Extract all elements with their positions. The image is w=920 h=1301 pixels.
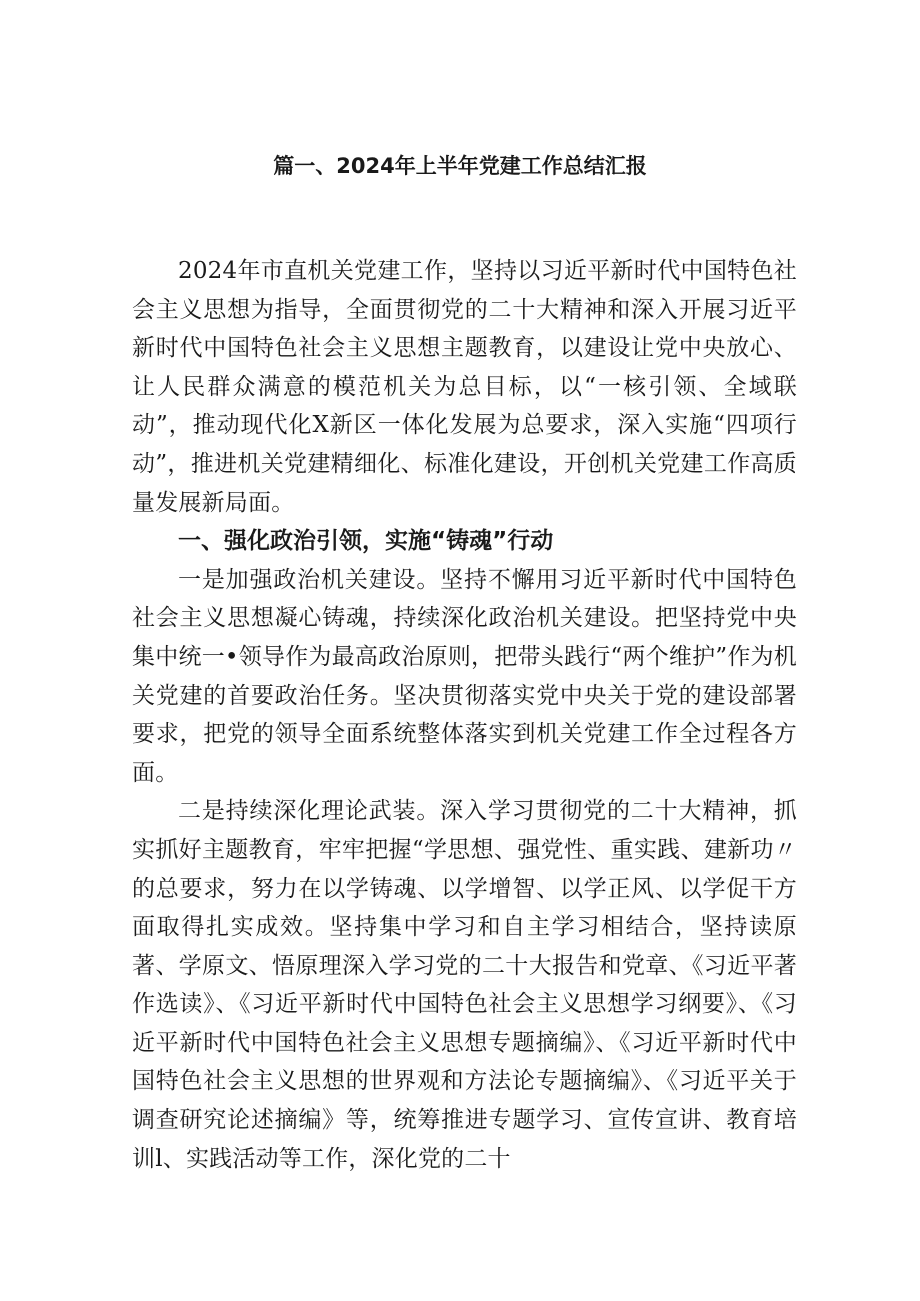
document-body [132, 252, 797, 1178]
paragraph-theory-study: 二是持续深化理论武装。深入学习贯彻党的二十大精神，抓实抓好主题教育，牢牢把握“学思想、强党性、重实践、建新功〃的总要求，努力在以学铸魂、以学增智、以学正风、以学促干方面取得扎实成效。坚持集中学习和自主学习相结合，坚持读原著、学原文、悟原理深入学习党的二十大报告和党章、《习近平著作选读》、《习近平新时代中国特色社会主义思想学习纲要》、《习近平新时代中国特色社会主义思想专题摘编》、《习近平新时代中国特色社会主义思想的世界观和方法论专题摘编》、《习近平关于调查研究论述摘编》等，统筹推进专题学习、宣传宣讲、教育培训l、实践活动等工作，深化党的二十 [132, 798, 797, 1172]
paragraph-political-organ: 一是加强政治机关建设。坚持不懈用习近平新时代中国特色社会主义思想凝心铸魂，持续深化政治机关建设。把坚持党中央集中统一•领导作为最高政治原则，把带头践行“两个维护”作为机关党建的首要政治任务。坚决贯彻落实党中央关于党的建设部署要求，把党的领导全面系统整体落实到机关党建工作全过程各方面。 [132, 566, 797, 786]
section-heading-1: 一、强化政治引领，实施“铸魂”行动 [178, 528, 554, 555]
intro-paragraph: 2024年市直机关党建工作，坚持以习近平新时代中国特色社会主义思想为指导，全面贯彻党的二十大精神和深入开展习近平新时代中国特色社会主义思想主题教育，以建设让党中央放心、让人民群众满意的模范机关为总目标，以“一核引领、全域联动”，推动现代化X新区一体化发展为总要求，深入实施“四项行动”，推进机关党建精细化、标准化建设，开创机关党建工作高质量发展新局面。 [132, 258, 797, 516]
document-title: 篇一、2024年上半年党建工作总结汇报 [273, 154, 647, 178]
